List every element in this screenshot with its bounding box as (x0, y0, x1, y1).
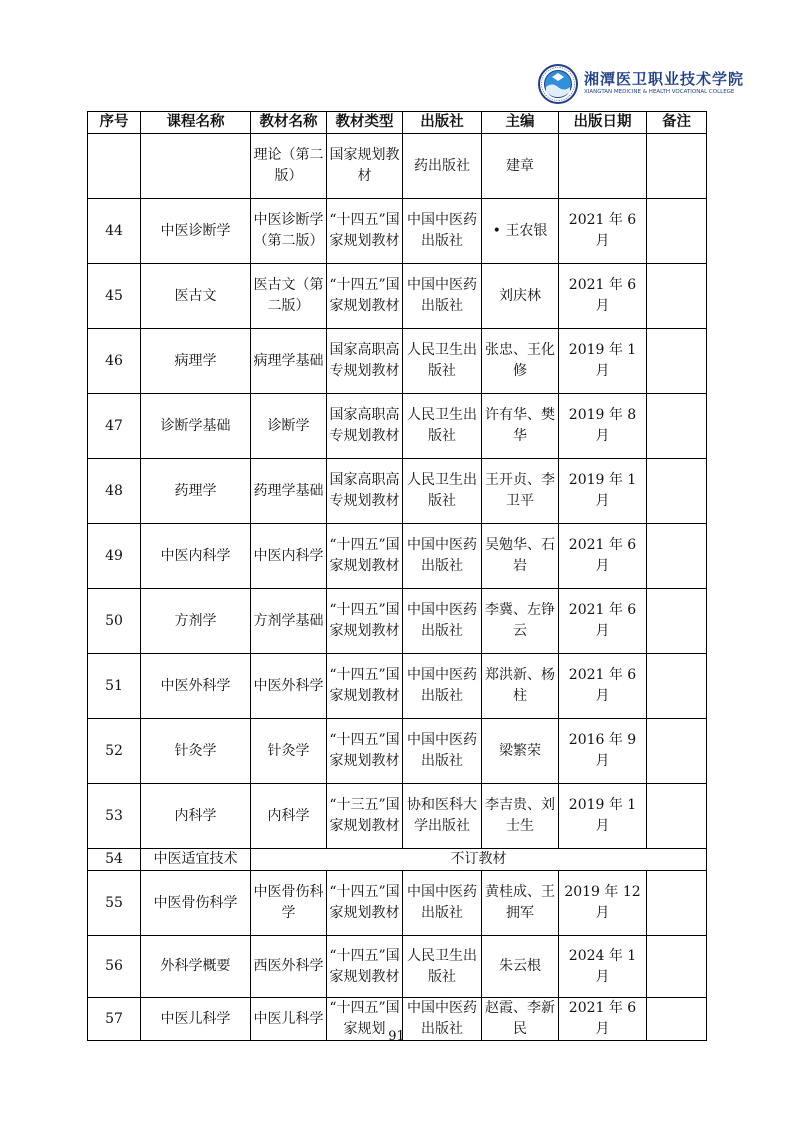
table-row-no-textbook (88, 849, 707, 871)
cell-note (647, 199, 707, 264)
cell-date: 2021 年 6 月 (559, 589, 647, 654)
cell-type: 国家高职高专规划教材 (327, 459, 403, 524)
table-row (88, 199, 707, 264)
cell-type: “十三五”国家规划教材 (327, 784, 403, 849)
cell-course (141, 134, 251, 199)
cell-type: “十四五”国家规划教材 (327, 871, 403, 936)
college-logo (538, 62, 745, 112)
cell-date: 2016 年 9 月 (559, 719, 647, 784)
cell-editor: 张忠、王化修 (482, 329, 559, 394)
cell-note (647, 654, 707, 719)
cell-no: 45 (88, 264, 141, 329)
college-name: 湘潭医卫职业技术学院 (584, 70, 745, 88)
cell-textbook: 针灸学 (251, 719, 327, 784)
cell-note (647, 459, 707, 524)
cell-no: 55 (88, 871, 141, 936)
cell-note (647, 264, 707, 329)
cell-publisher: 人民卫生出版社 (403, 329, 482, 394)
cell-editor: 朱云根 (482, 936, 559, 998)
cell-type: “十四五”国家规划教材 (327, 719, 403, 784)
cell-editor: 许有华、樊华 (482, 394, 559, 459)
cell-editor: 刘庆林 (482, 264, 559, 329)
cell-course: 中医外科学 (141, 654, 251, 719)
cell-publisher: 中国中医药出版社 (403, 199, 482, 264)
textbook-table (87, 111, 707, 1041)
cell-no: 54 (88, 849, 141, 871)
cell-no: 51 (88, 654, 141, 719)
cell-note (647, 329, 707, 394)
header-course: 课程名称 (141, 112, 251, 134)
cell-no: 49 (88, 524, 141, 589)
table-row (88, 589, 707, 654)
cell-textbook: 中医诊断学（第二版） (251, 199, 327, 264)
cell-textbook: 医古文（第二版） (251, 264, 327, 329)
cell-no: 52 (88, 719, 141, 784)
table-row (88, 936, 707, 998)
cell-no (88, 134, 141, 199)
table-row (88, 654, 707, 719)
cell-course: 药理学 (141, 459, 251, 524)
cell-type: “十四五”国家规划教材 (327, 936, 403, 998)
header-type: 教材类型 (327, 112, 403, 134)
cell-date: 2021 年 6 月 (559, 998, 647, 1041)
cell-note (647, 394, 707, 459)
page-number: 91 (388, 1029, 405, 1044)
table-row (88, 719, 707, 784)
cell-textbook: 病理学基础 (251, 329, 327, 394)
cell-date: 2021 年 6 月 (559, 524, 647, 589)
header-textbook: 教材名称 (251, 112, 327, 134)
cell-date: 2021 年 6 月 (559, 264, 647, 329)
cell-publisher: 中国中医药出版社 (403, 589, 482, 654)
cell-publisher: 中国中医药出版社 (403, 998, 482, 1041)
cell-editor: 郑洪新、杨柱 (482, 654, 559, 719)
cell-course: 中医内科学 (141, 524, 251, 589)
cell-date: 2019 年 8 月 (559, 394, 647, 459)
cell-type: “十四五”国家规划教材 (327, 654, 403, 719)
cell-type: 国家规划教材 (327, 134, 403, 199)
cell-type: “十四五”国家规划教材 (327, 589, 403, 654)
cell-no: 46 (88, 329, 141, 394)
cell-note (647, 871, 707, 936)
cell-publisher: 人民卫生出版社 (403, 936, 482, 998)
cell-type: 国家高职高专规划教材 (327, 394, 403, 459)
cell-course: 病理学 (141, 329, 251, 394)
cell-merged-note: 不订教材 (251, 849, 707, 871)
cell-textbook: 中医骨伤科学 (251, 871, 327, 936)
cell-editor: 李冀、左铮云 (482, 589, 559, 654)
cell-no: 48 (88, 459, 141, 524)
cell-textbook: 西医外科学 (251, 936, 327, 998)
table-row (88, 784, 707, 849)
cell-note (647, 936, 707, 998)
cell-course: 中医儿科学 (141, 998, 251, 1041)
header-date: 出版日期 (559, 112, 647, 134)
cell-note (647, 719, 707, 784)
cell-editor: 李吉贵、刘士生 (482, 784, 559, 849)
table-row (88, 459, 707, 524)
cell-date: 2024 年 1 月 (559, 936, 647, 998)
header-no: 序号 (88, 112, 141, 134)
table-row (88, 329, 707, 394)
cell-textbook: 药理学基础 (251, 459, 327, 524)
cell-course: 中医适宜技术 (141, 849, 251, 871)
cell-no: 47 (88, 394, 141, 459)
cell-date: 2021 年 6 月 (559, 199, 647, 264)
cell-course: 方剂学 (141, 589, 251, 654)
cell-course: 中医诊断学 (141, 199, 251, 264)
cell-publisher: 人民卫生出版社 (403, 394, 482, 459)
cell-date (559, 134, 647, 199)
cell-no: 44 (88, 199, 141, 264)
cell-no: 57 (88, 998, 141, 1041)
cell-publisher: 中国中医药出版社 (403, 871, 482, 936)
table-row (88, 394, 707, 459)
header-note: 备注 (647, 112, 707, 134)
table-row (88, 871, 707, 936)
cell-type: 国家高职高专规划教材 (327, 329, 403, 394)
cell-course: 诊断学基础 (141, 394, 251, 459)
cell-date: 2019 年 1 月 (559, 784, 647, 849)
table-row (88, 264, 707, 329)
cell-textbook: 内科学 (251, 784, 327, 849)
cell-publisher: 人民卫生出版社 (403, 459, 482, 524)
cell-publisher: 中国中医药出版社 (403, 524, 482, 589)
cell-course: 医古文 (141, 264, 251, 329)
cell-textbook: 理论（第二版） (251, 134, 327, 199)
header-publisher: 出版社 (403, 112, 482, 134)
cell-no: 50 (88, 589, 141, 654)
college-name-en: XIANGTAN MEDICINE & HEALTH VOCATIONAL COLLEGE (584, 89, 735, 95)
cell-date: 2019 年 1 月 (559, 329, 647, 394)
cell-editor: • 王农银 (482, 199, 559, 264)
header-editor: 主编 (482, 112, 559, 134)
cell-publisher: 协和医科大学出版社 (403, 784, 482, 849)
cell-editor: 赵霞、李新民 (482, 998, 559, 1041)
cell-textbook: 中医内科学 (251, 524, 327, 589)
cell-note (647, 134, 707, 199)
cell-course: 针灸学 (141, 719, 251, 784)
cell-publisher: 药出版社 (403, 134, 482, 199)
cell-date: 2019 年 1 月 (559, 459, 647, 524)
cell-editor: 建章 (482, 134, 559, 199)
cell-textbook: 方剂学基础 (251, 589, 327, 654)
cell-editor: 黄桂成、王拥军 (482, 871, 559, 936)
cell-textbook: 诊断学 (251, 394, 327, 459)
table-header-row (88, 112, 707, 134)
cell-publisher: 中国中医药出版社 (403, 719, 482, 784)
cell-note (647, 784, 707, 849)
cell-course: 中医骨伤科学 (141, 871, 251, 936)
cell-publisher: 中国中医药出版社 (403, 264, 482, 329)
cell-date: 2021 年 6 月 (559, 654, 647, 719)
cell-publisher: 中国中医药出版社 (403, 654, 482, 719)
cell-editor: 王开贞、李卫平 (482, 459, 559, 524)
cell-course: 内科学 (141, 784, 251, 849)
cell-textbook: 中医外科学 (251, 654, 327, 719)
cell-type: “十四五”国家规划 (327, 998, 403, 1041)
table-row-continued (88, 134, 707, 199)
cell-date: 2019 年 12 月 (559, 871, 647, 936)
cell-editor: 吴勉华、石岩 (482, 524, 559, 589)
cell-type: “十四五”国家规划教材 (327, 524, 403, 589)
table-row (88, 524, 707, 589)
cell-type: “十四五”国家规划教材 (327, 199, 403, 264)
cell-textbook: 中医儿科学 (251, 998, 327, 1041)
college-seal-icon (538, 64, 578, 104)
cell-no: 53 (88, 784, 141, 849)
cell-no: 56 (88, 936, 141, 998)
cell-type: “十四五”国家规划教材 (327, 264, 403, 329)
cell-editor: 梁繁荣 (482, 719, 559, 784)
cell-note (647, 524, 707, 589)
cell-note (647, 589, 707, 654)
cell-course: 外科学概要 (141, 936, 251, 998)
